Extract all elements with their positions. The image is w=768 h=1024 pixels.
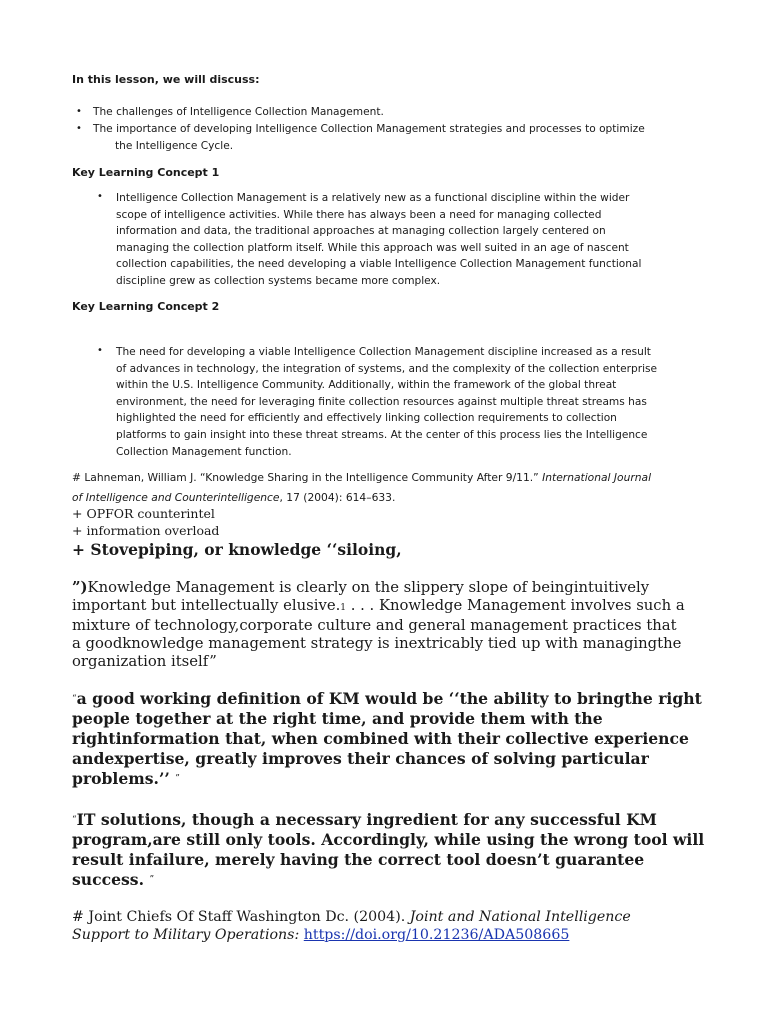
reference-title: Support to Military Operations: bbox=[72, 927, 304, 943]
paragraph-line: collection capabilities, the need developing a viable Intelligence Collection Management functional bbox=[116, 258, 642, 271]
bullet-text: the Intelligence Cycle. bbox=[115, 140, 234, 152]
concept1-heading: Key Learning Concept 1 bbox=[72, 166, 220, 179]
quote-mark: ” bbox=[149, 875, 155, 885]
note-stovepiping: + Stovepiping, or knowledge ‘‘siloing, bbox=[72, 540, 402, 559]
quote-line: result infailure, merely having the correct tool doesn’t guarantee bbox=[72, 850, 645, 869]
quote-line: . . . Knowledge Management involves such a bbox=[346, 597, 685, 614]
reference-lahneman bbox=[72, 468, 712, 508]
quote-line: andexpertise, greatly improves their chances of solving particular bbox=[72, 749, 649, 768]
quote-line: success. bbox=[72, 870, 150, 889]
list-item bbox=[72, 121, 712, 138]
lesson-heading: In this lesson, we will discuss: bbox=[72, 73, 260, 86]
concept2-paragraph bbox=[116, 344, 716, 460]
note-opfor: + OPFOR counterintel bbox=[72, 506, 215, 521]
paragraph-line: environment, the need for leveraging finite collection resources against multiple threat streams has bbox=[116, 395, 647, 408]
quote-line: problems.’’ bbox=[72, 769, 176, 788]
bullet-icon: • bbox=[76, 123, 82, 134]
reference-author-title: # Lahneman, William J. “Knowledge Sharing in the Intelligence Community After 9/11.” bbox=[72, 471, 543, 484]
concept2-heading: Key Learning Concept 2 bbox=[72, 300, 220, 313]
intro-bullet-list bbox=[72, 104, 712, 155]
bullet-text: The importance of developing Intelligence Collection Management strategies and processes to optimize bbox=[93, 123, 645, 135]
quote-mark: “ bbox=[72, 694, 77, 704]
concept1-paragraph bbox=[116, 190, 716, 290]
quote-line: people together at the right time, and provide them with the bbox=[72, 709, 603, 728]
paragraph-line: highlighted the need for efficiently and effectively linking collection requirements to collection bbox=[116, 412, 617, 425]
quote-line: important but intellectually elusive. bbox=[72, 597, 341, 614]
reference-journal: of Intelligence and Counterintelligence bbox=[72, 491, 280, 504]
paragraph-line: within the U.S. Intelligence Community. Additionally, within the framework of the global threat bbox=[116, 379, 617, 392]
quote-line: rightinformation that, when combined with their collective experience bbox=[72, 729, 689, 748]
doi-link[interactable]: https://doi.org/10.21236/ADA508665 bbox=[303, 927, 570, 943]
paragraph-line: platforms to gain insight into these threat streams. At the center of this process lies the Intelligence bbox=[116, 428, 648, 441]
quote-mark: ”) bbox=[72, 579, 88, 596]
reference-title: Joint and National Intelligence bbox=[409, 909, 631, 925]
list-item bbox=[72, 104, 712, 121]
quote-line: a good working definition of KM would be ‘‘the ability to bringthe right bbox=[76, 689, 702, 708]
bullet-icon: • bbox=[97, 191, 103, 202]
list-item-continuation bbox=[72, 138, 712, 155]
paragraph-line: discipline grew as collection systems became more complex. bbox=[116, 274, 441, 287]
reference-author-date: # Joint Chiefs Of Staff Washington Dc. (2004). bbox=[72, 909, 410, 925]
paragraph-line: of advances in technology, the integration of systems, and the complexity of the collection enterprise bbox=[116, 362, 658, 375]
quote-mark: ” bbox=[175, 774, 180, 784]
quote-mark: “ bbox=[72, 815, 77, 825]
bullet-text: The challenges of Intelligence Collection Management. bbox=[93, 106, 384, 118]
quote-it-solutions bbox=[72, 810, 732, 890]
footnote-marker: 1 bbox=[340, 603, 347, 613]
paragraph-line: managing the collection platform itself. While this approach was well suited in an age of nascent bbox=[116, 241, 629, 254]
quote-line: organization itself” bbox=[72, 653, 217, 670]
reference-journal: International Journal bbox=[542, 471, 652, 484]
quote-line: mixture of technology,corporate culture and general management practices that bbox=[72, 617, 677, 634]
quote-line: IT solutions, though a necessary ingredient for any successful KM bbox=[76, 810, 657, 829]
paragraph-line: scope of intelligence activities. While there has always been a need for managing collected bbox=[116, 208, 602, 221]
quote-line: program,are still only tools. Accordingly, while using the wrong tool will bbox=[72, 830, 705, 849]
reference-joint-chiefs bbox=[72, 908, 732, 944]
quote-line: a goodknowledge management strategy is inextricably tied up with managingthe bbox=[72, 635, 682, 652]
bullet-icon: • bbox=[76, 106, 82, 117]
paragraph-line: The need for developing a viable Intelligence Collection Management discipline increased as a result bbox=[116, 346, 651, 358]
quote-km-definition bbox=[72, 689, 732, 789]
paragraph-line: Intelligence Collection Management is a relatively new as a functional discipline within the wider bbox=[116, 192, 630, 204]
reference-volume: , 17 (2004): 614–633. bbox=[279, 491, 396, 504]
note-information-overload: + information overload bbox=[72, 523, 220, 538]
paragraph-line: Collection Management function. bbox=[116, 445, 292, 458]
paragraph-line: information and data, the traditional approaches at managing collection largely centered on bbox=[116, 225, 606, 238]
quote-km-elusive bbox=[72, 579, 732, 671]
bullet-icon: • bbox=[97, 345, 103, 356]
quote-line: Knowledge Management is clearly on the slippery slope of beingintuitively bbox=[87, 579, 650, 596]
